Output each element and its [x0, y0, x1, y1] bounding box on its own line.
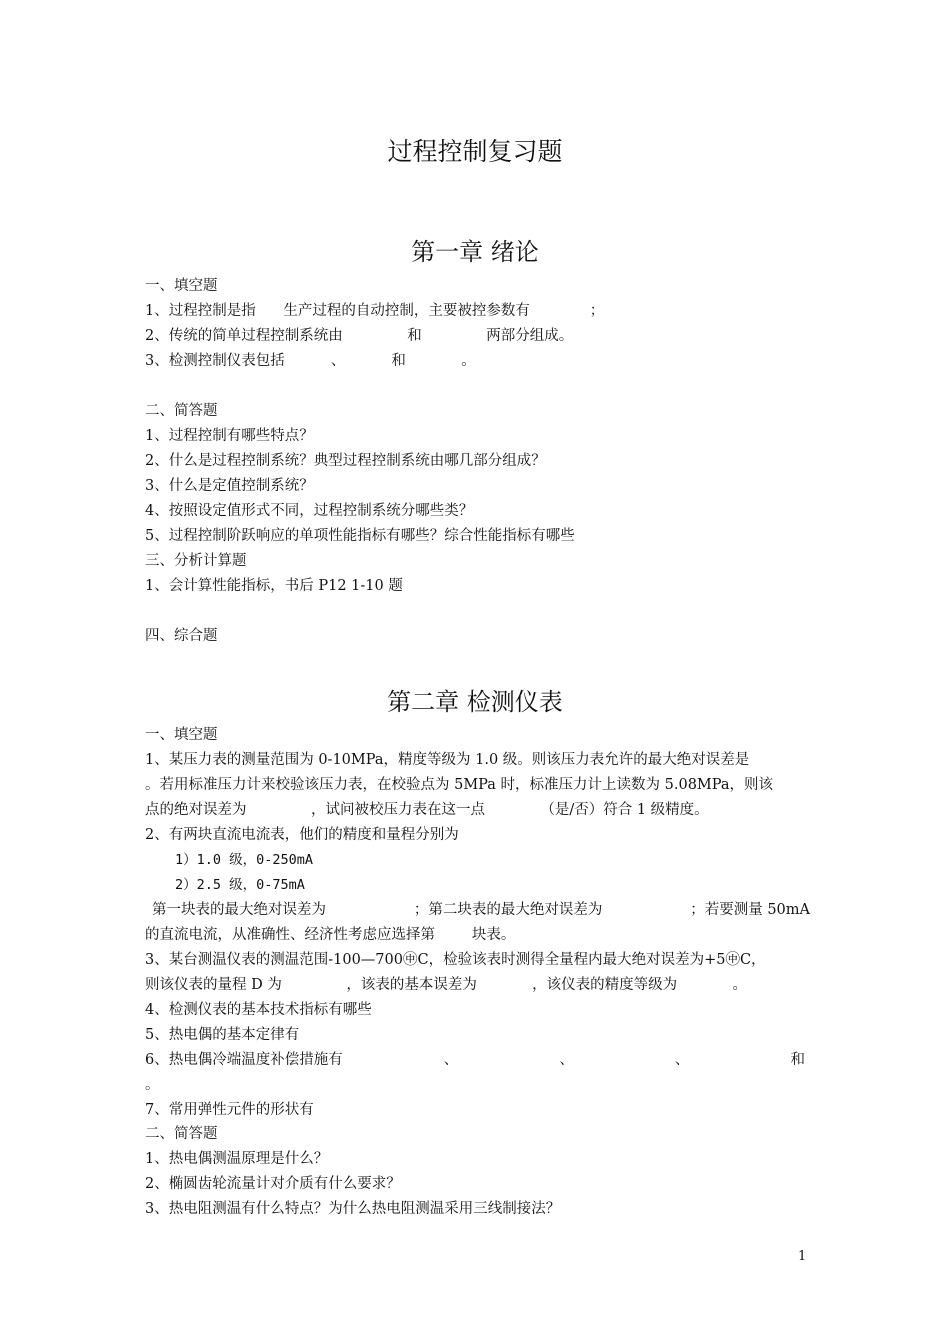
ch2-fill-q6-line2: 。	[145, 1077, 160, 1093]
ch2-fill-q2-line1: 2、有两块直流电流表，他们的精度和量程分别为	[145, 827, 459, 843]
ch2-fill-q7: 7、常用弹性元件的形状有	[145, 1102, 314, 1118]
ch2-fill-q2-line4	[152, 900, 810, 920]
ch2-fill-q3-line1: 3、某台测温仪表的测温范围-100—700㊥C，检验该表时测得全量程内最大绝对误差为+5㊥C，	[145, 952, 766, 968]
ch1-short-q3: 3、什么是定值控制系统？	[145, 478, 314, 494]
ch2-q6-part5: 和	[790, 1052, 805, 1068]
ch2-q2-part3: ；若要测量 50mA	[690, 902, 810, 918]
ch2-section-short: 二、简答题	[145, 1126, 218, 1142]
ch1-section-fill: 一、填空题	[145, 278, 218, 294]
page-number: 1	[798, 1249, 807, 1264]
ch2-short-q3: 3、热电阻测温有什么特点？为什么热电阻测温采用三线制接法？	[145, 1201, 561, 1217]
ch1-fill-q2: 2、传统的简单过程控制系统由 和 两部分组成。	[145, 328, 574, 344]
ch2-fill-q1-line3: 点的绝对误差为 ，试问被校压力表在这一点 （是/否）符合 1 级精度。	[145, 802, 709, 818]
ch2-short-q1: 1、热电偶测温原理是什么？	[145, 1151, 329, 1167]
ch2-fill-q2-option1: 1）1.0 级，0-250mA	[175, 852, 314, 868]
ch2-q6-part4: 、	[674, 1052, 690, 1068]
chapter1-heading: 第一章 绪论	[411, 238, 539, 266]
ch2-fill-q2-option2: 2）2.5 级，0-75mA	[175, 877, 305, 893]
ch2-q2-part2: ；第二块表的最大绝对误差为	[413, 902, 603, 918]
ch2-fill-q1-line2: 。若用标准压力计来校验该压力表，在校验点为 5MPa 时，标准压力计上读数为 5.08MPa，则该	[145, 777, 774, 793]
ch1-short-q1: 1、过程控制有哪些特点？	[145, 428, 314, 444]
ch2-q6-part2: 、	[443, 1052, 459, 1068]
ch1-calc-q1: 1、会计算性能指标，书后 P12 1-10 题	[145, 578, 403, 594]
ch2-fill-q3-line2: 则该仪表的量程 D 为 ，该表的基本误差为 ，该仪表的精度等级为 。	[145, 977, 747, 993]
ch2-short-q2: 2、椭圆齿轮流量计对介质有什么要求？	[145, 1176, 401, 1192]
chapter2-heading: 第二章 检测仪表	[387, 688, 563, 716]
ch2-q6-part1: 6、热电偶冷端温度补偿措施有	[145, 1052, 343, 1068]
ch1-short-q5: 5、过程控制阶跃响应的单项性能指标有哪些？综合性能指标有哪些	[145, 528, 575, 544]
document-title: 过程控制复习题	[387, 137, 563, 166]
ch1-section-calc: 三、分析计算题	[145, 553, 247, 569]
ch1-fill-q1: 1、过程控制是指 生产过程的自动控制，主要被控参数有 ；	[145, 303, 605, 319]
ch1-section-comprehensive: 四、综合题	[145, 628, 218, 644]
ch2-section-fill: 一、填空题	[145, 727, 218, 743]
ch1-short-q2: 2、什么是过程控制系统？典型过程控制系统由哪几部分组成？	[145, 453, 546, 469]
ch1-short-q4: 4、按照设定值形式不同，过程控制系统分哪些类？	[145, 503, 474, 519]
ch2-fill-q5: 5、热电偶的基本定律有	[145, 1027, 300, 1043]
ch2-q6-part3: 、	[559, 1052, 574, 1068]
ch2-fill-q4: 4、检测仪表的基本技术指标有哪些	[145, 1002, 372, 1018]
ch2-fill-q2-line5: 的直流电流，从准确性、经济性考虑应选择第 块表。	[145, 927, 516, 943]
ch2-fill-q1-line1: 1、某压力表的测量范围为 0-10MPa，精度等级为 1.0 级。则该压力表允许的最大绝对误差是	[145, 752, 750, 768]
ch2-fill-q6-line1	[145, 1050, 805, 1070]
ch1-fill-q3: 3、检测控制仪表包括 、 和 。	[145, 353, 476, 369]
ch1-section-short: 二、简答题	[145, 403, 218, 419]
ch2-q2-part1: 第一块表的最大绝对误差为	[152, 902, 326, 918]
